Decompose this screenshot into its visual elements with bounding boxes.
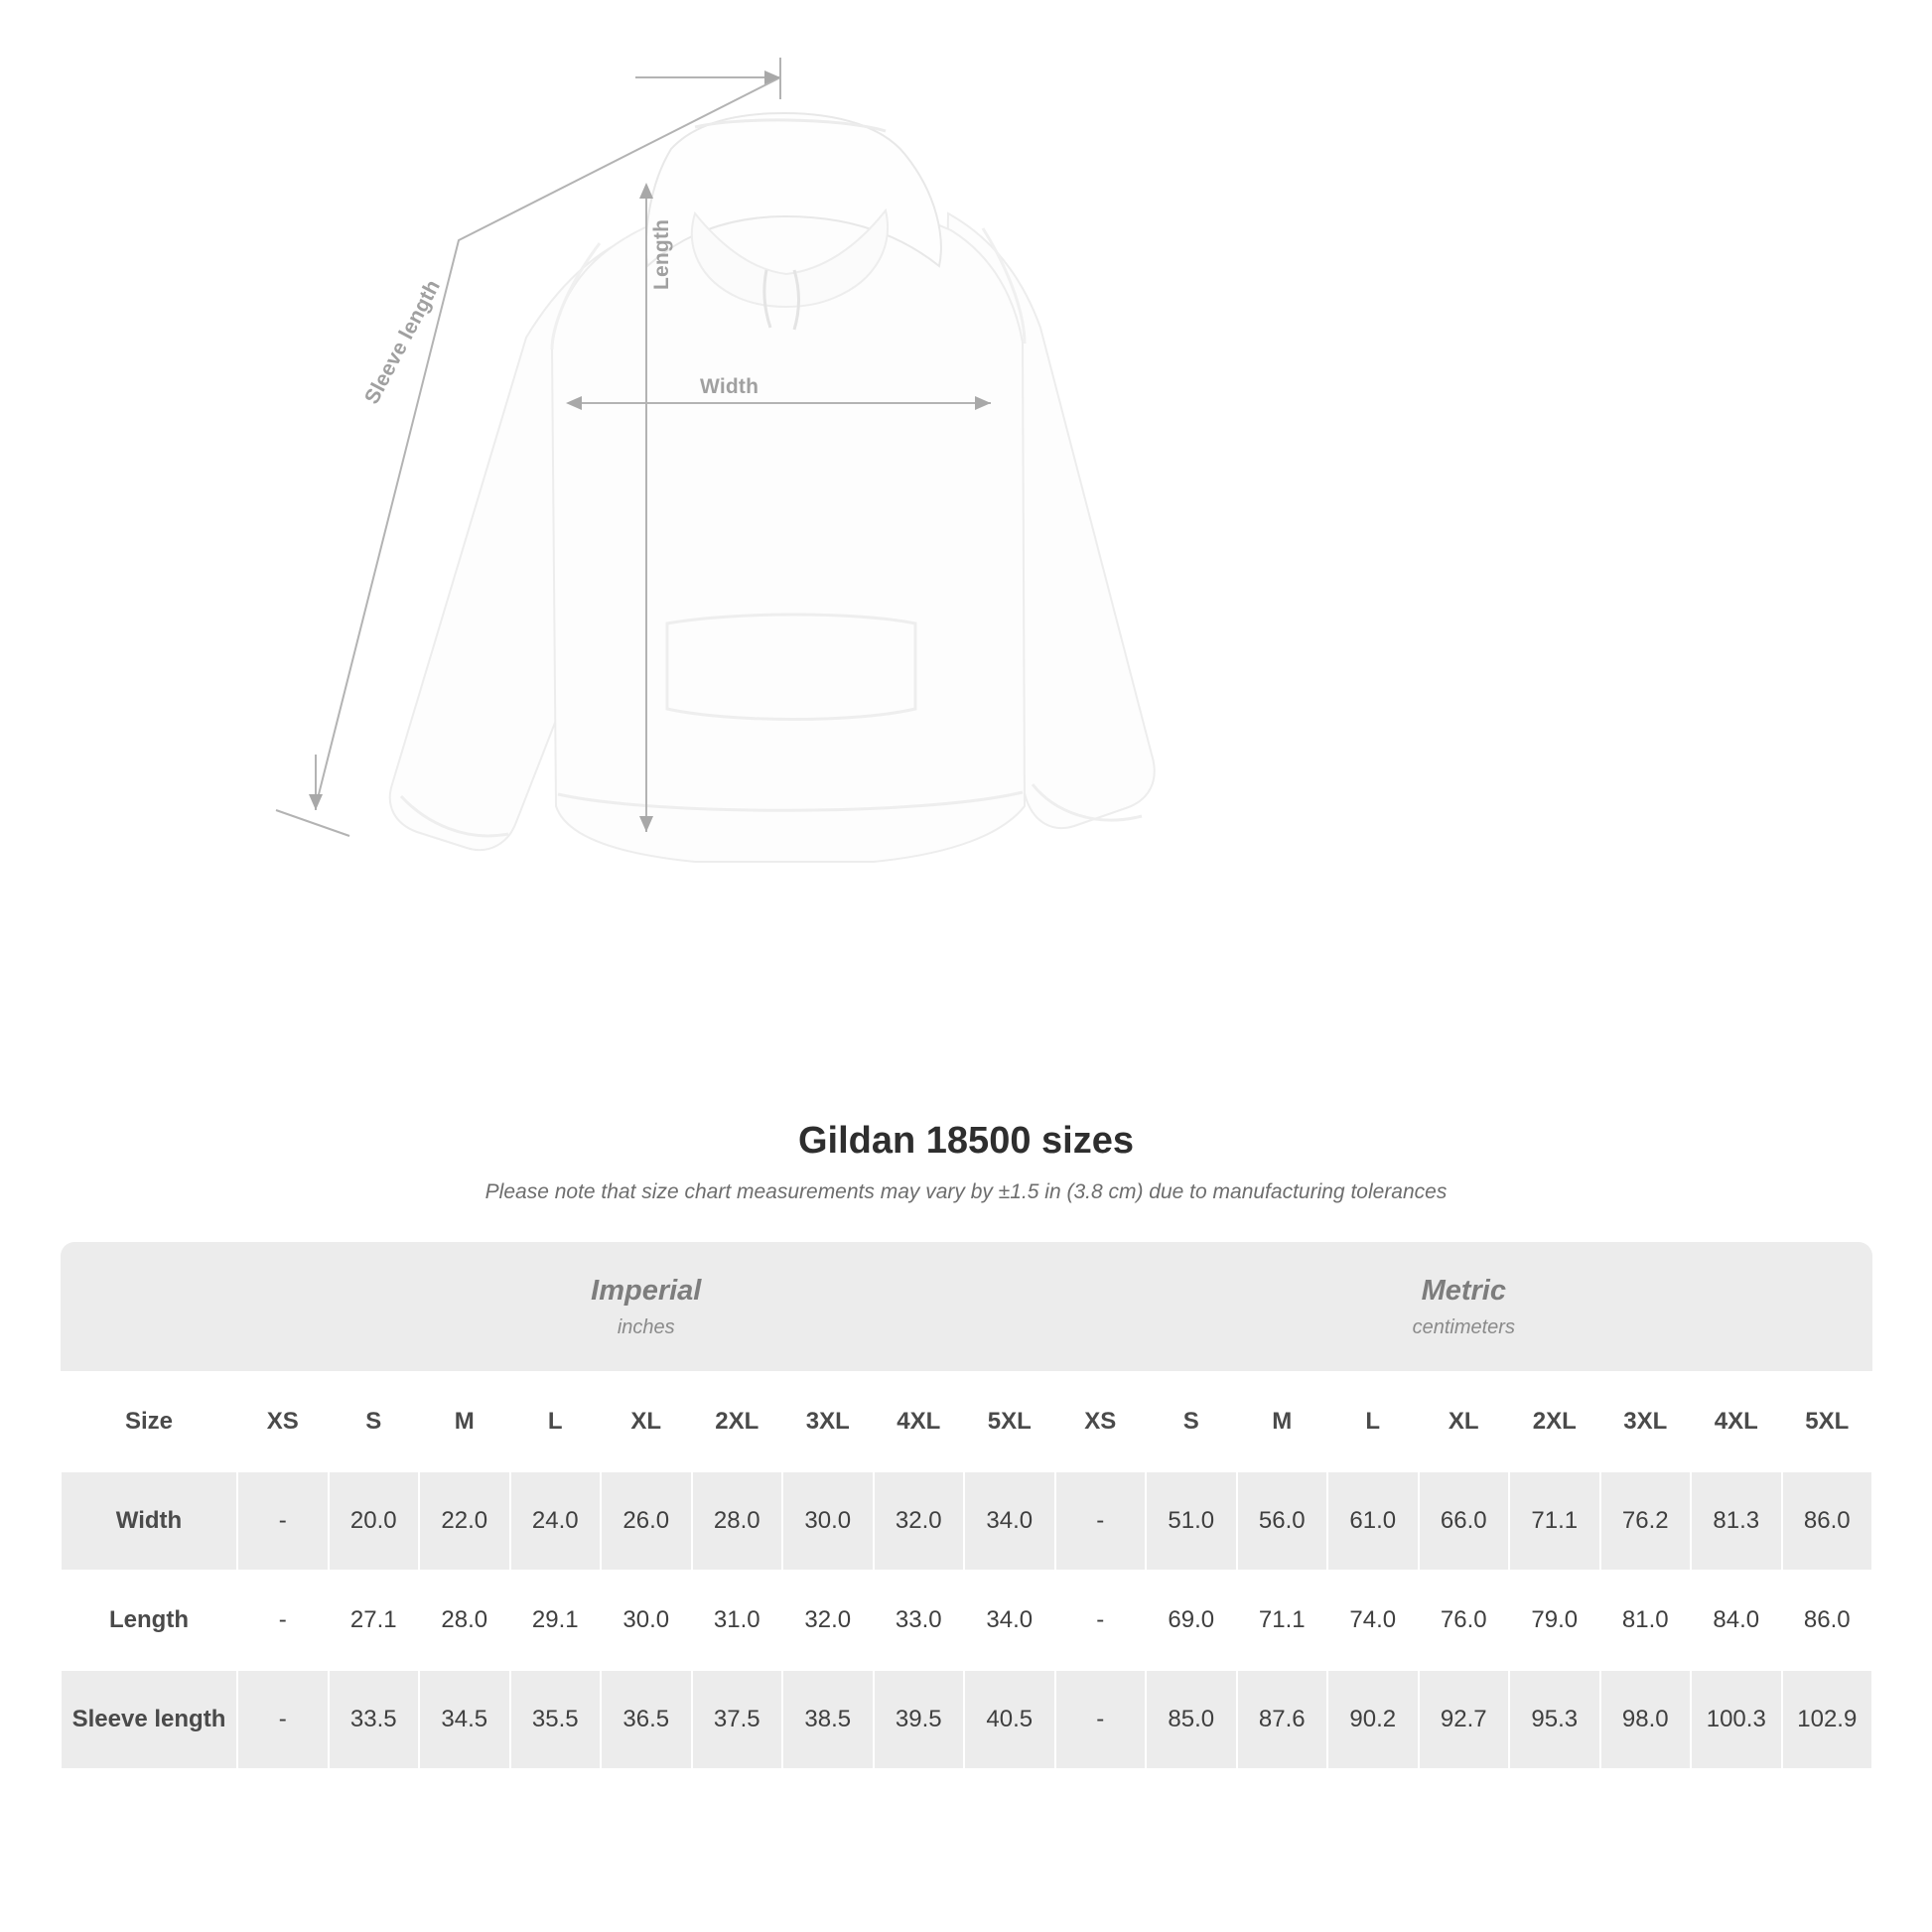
hoodie-shape xyxy=(390,113,1155,862)
cell-width-metric-5xl: 86.0 xyxy=(1782,1471,1873,1571)
cell-length-metric-m: 71.1 xyxy=(1237,1571,1328,1670)
column-header-metric-2xl: 2XL xyxy=(1509,1372,1600,1471)
cell-sleeve-imperial-4xl: 39.5 xyxy=(874,1670,965,1769)
cell-sleeve-metric-m: 87.6 xyxy=(1237,1670,1328,1769)
cell-width-metric-s: 51.0 xyxy=(1146,1471,1237,1571)
cell-sleeve-metric-l: 90.2 xyxy=(1327,1670,1419,1769)
column-header-imperial-5xl: 5XL xyxy=(964,1372,1055,1471)
cell-sleeve-metric-s: 85.0 xyxy=(1146,1670,1237,1769)
cell-width-imperial-l: 24.0 xyxy=(510,1471,602,1571)
cell-width-imperial-xs: - xyxy=(237,1471,329,1571)
cell-sleeve-metric-xl: 92.7 xyxy=(1419,1670,1510,1769)
cell-length-metric-3xl: 81.0 xyxy=(1600,1571,1692,1670)
table-row xyxy=(61,1670,1872,1769)
cell-length-metric-xl: 76.0 xyxy=(1419,1571,1510,1670)
cell-sleeve-imperial-xl: 36.5 xyxy=(601,1670,692,1769)
cell-sleeve-metric-4xl: 100.3 xyxy=(1691,1670,1782,1769)
cell-width-imperial-2xl: 28.0 xyxy=(692,1471,783,1571)
unit-header-row xyxy=(61,1242,1872,1372)
cell-sleeve-imperial-xs: - xyxy=(237,1670,329,1769)
cell-length-metric-s: 69.0 xyxy=(1146,1571,1237,1670)
column-header-metric-s: S xyxy=(1146,1372,1237,1471)
cell-sleeve-imperial-s: 33.5 xyxy=(329,1670,420,1769)
size-chart-table xyxy=(60,1242,1873,1770)
table-row xyxy=(61,1571,1872,1670)
column-header-metric-5xl: 5XL xyxy=(1782,1372,1873,1471)
cell-length-imperial-s: 27.1 xyxy=(329,1571,420,1670)
column-header-imperial-4xl: 4XL xyxy=(874,1372,965,1471)
cell-width-metric-xl: 66.0 xyxy=(1419,1471,1510,1571)
cell-width-imperial-4xl: 32.0 xyxy=(874,1471,965,1571)
column-header-imperial-xl: XL xyxy=(601,1372,692,1471)
cell-length-imperial-xl: 30.0 xyxy=(601,1571,692,1670)
cell-sleeve-imperial-2xl: 37.5 xyxy=(692,1670,783,1769)
cell-sleeve-imperial-3xl: 38.5 xyxy=(782,1670,874,1769)
column-header-metric-3xl: 3XL xyxy=(1600,1372,1692,1471)
width-dimension-label: Width xyxy=(700,375,759,398)
cell-length-imperial-3xl: 32.0 xyxy=(782,1571,874,1670)
cell-width-metric-l: 61.0 xyxy=(1327,1471,1419,1571)
cell-sleeve-metric-2xl: 95.3 xyxy=(1509,1670,1600,1769)
column-header-imperial-3xl: 3XL xyxy=(782,1372,874,1471)
imperial-sub-label: inches xyxy=(617,1315,675,1338)
imperial-label: Imperial xyxy=(591,1274,702,1307)
cell-width-imperial-3xl: 30.0 xyxy=(782,1471,874,1571)
cell-length-metric-4xl: 84.0 xyxy=(1691,1571,1782,1670)
table-row xyxy=(61,1471,1872,1571)
cell-sleeve-imperial-l: 35.5 xyxy=(510,1670,602,1769)
column-header-metric-4xl: 4XL xyxy=(1691,1372,1782,1471)
cell-length-imperial-m: 28.0 xyxy=(419,1571,510,1670)
unit-corner-cell xyxy=(61,1242,237,1372)
column-header-imperial-xs: XS xyxy=(237,1372,329,1471)
cell-width-metric-4xl: 81.3 xyxy=(1691,1471,1782,1571)
cell-length-metric-2xl: 79.0 xyxy=(1509,1571,1600,1670)
size-table-wrapper xyxy=(60,1242,1872,1770)
metric-label: Metric xyxy=(1421,1274,1506,1307)
cell-sleeve-metric-5xl: 102.9 xyxy=(1782,1670,1873,1769)
cell-width-imperial-5xl: 34.0 xyxy=(964,1471,1055,1571)
page-title: Gildan 18500 sizes xyxy=(798,1120,1134,1162)
column-header-imperial-m: M xyxy=(419,1372,510,1471)
column-header-imperial-l: L xyxy=(510,1372,602,1471)
cell-length-imperial-4xl: 33.0 xyxy=(874,1571,965,1670)
length-dimension-label: Length xyxy=(650,218,673,290)
cell-length-imperial-5xl: 34.0 xyxy=(964,1571,1055,1670)
metric-sub-label: centimeters xyxy=(1412,1315,1515,1338)
column-header-metric-xl: XL xyxy=(1419,1372,1510,1471)
tolerance-note: Please note that size chart measurements may vary by ±1.5 in (3.8 cm) due to manufacturing tolerances xyxy=(484,1180,1448,1203)
column-header-metric-m: M xyxy=(1237,1372,1328,1471)
metric-unit-cell xyxy=(1055,1242,1873,1372)
column-header-imperial-2xl: 2XL xyxy=(692,1372,783,1471)
cell-width-imperial-m: 22.0 xyxy=(419,1471,510,1571)
cell-length-imperial-xs: - xyxy=(237,1571,329,1670)
cell-length-metric-5xl: 86.0 xyxy=(1782,1571,1873,1670)
column-header-size: Size xyxy=(61,1372,237,1471)
size-header-row xyxy=(61,1372,1872,1471)
cell-sleeve-imperial-m: 34.5 xyxy=(419,1670,510,1769)
title-block xyxy=(0,1120,1932,1204)
row-label-sleeve-length: Sleeve length xyxy=(61,1670,237,1769)
row-label-width: Width xyxy=(61,1471,237,1571)
cell-width-metric-2xl: 71.1 xyxy=(1509,1471,1600,1571)
cell-width-imperial-s: 20.0 xyxy=(329,1471,420,1571)
imperial-unit-cell xyxy=(237,1242,1055,1372)
column-header-metric-xs: XS xyxy=(1055,1372,1147,1471)
cell-sleeve-metric-3xl: 98.0 xyxy=(1600,1670,1692,1769)
row-label-length: Length xyxy=(61,1571,237,1670)
cell-length-imperial-2xl: 31.0 xyxy=(692,1571,783,1670)
sleeve-length-dimension-label: Sleeve length xyxy=(360,276,446,408)
cell-width-metric-3xl: 76.2 xyxy=(1600,1471,1692,1571)
cell-sleeve-imperial-5xl: 40.5 xyxy=(964,1670,1055,1769)
cell-width-metric-m: 56.0 xyxy=(1237,1471,1328,1571)
cell-sleeve-metric-xs: - xyxy=(1055,1670,1147,1769)
cell-width-metric-xs: - xyxy=(1055,1471,1147,1571)
cell-width-imperial-xl: 26.0 xyxy=(601,1471,692,1571)
column-header-metric-l: L xyxy=(1327,1372,1419,1471)
cell-length-metric-l: 74.0 xyxy=(1327,1571,1419,1670)
cell-length-imperial-l: 29.1 xyxy=(510,1571,602,1670)
column-header-imperial-s: S xyxy=(329,1372,420,1471)
cell-length-metric-xs: - xyxy=(1055,1571,1147,1670)
